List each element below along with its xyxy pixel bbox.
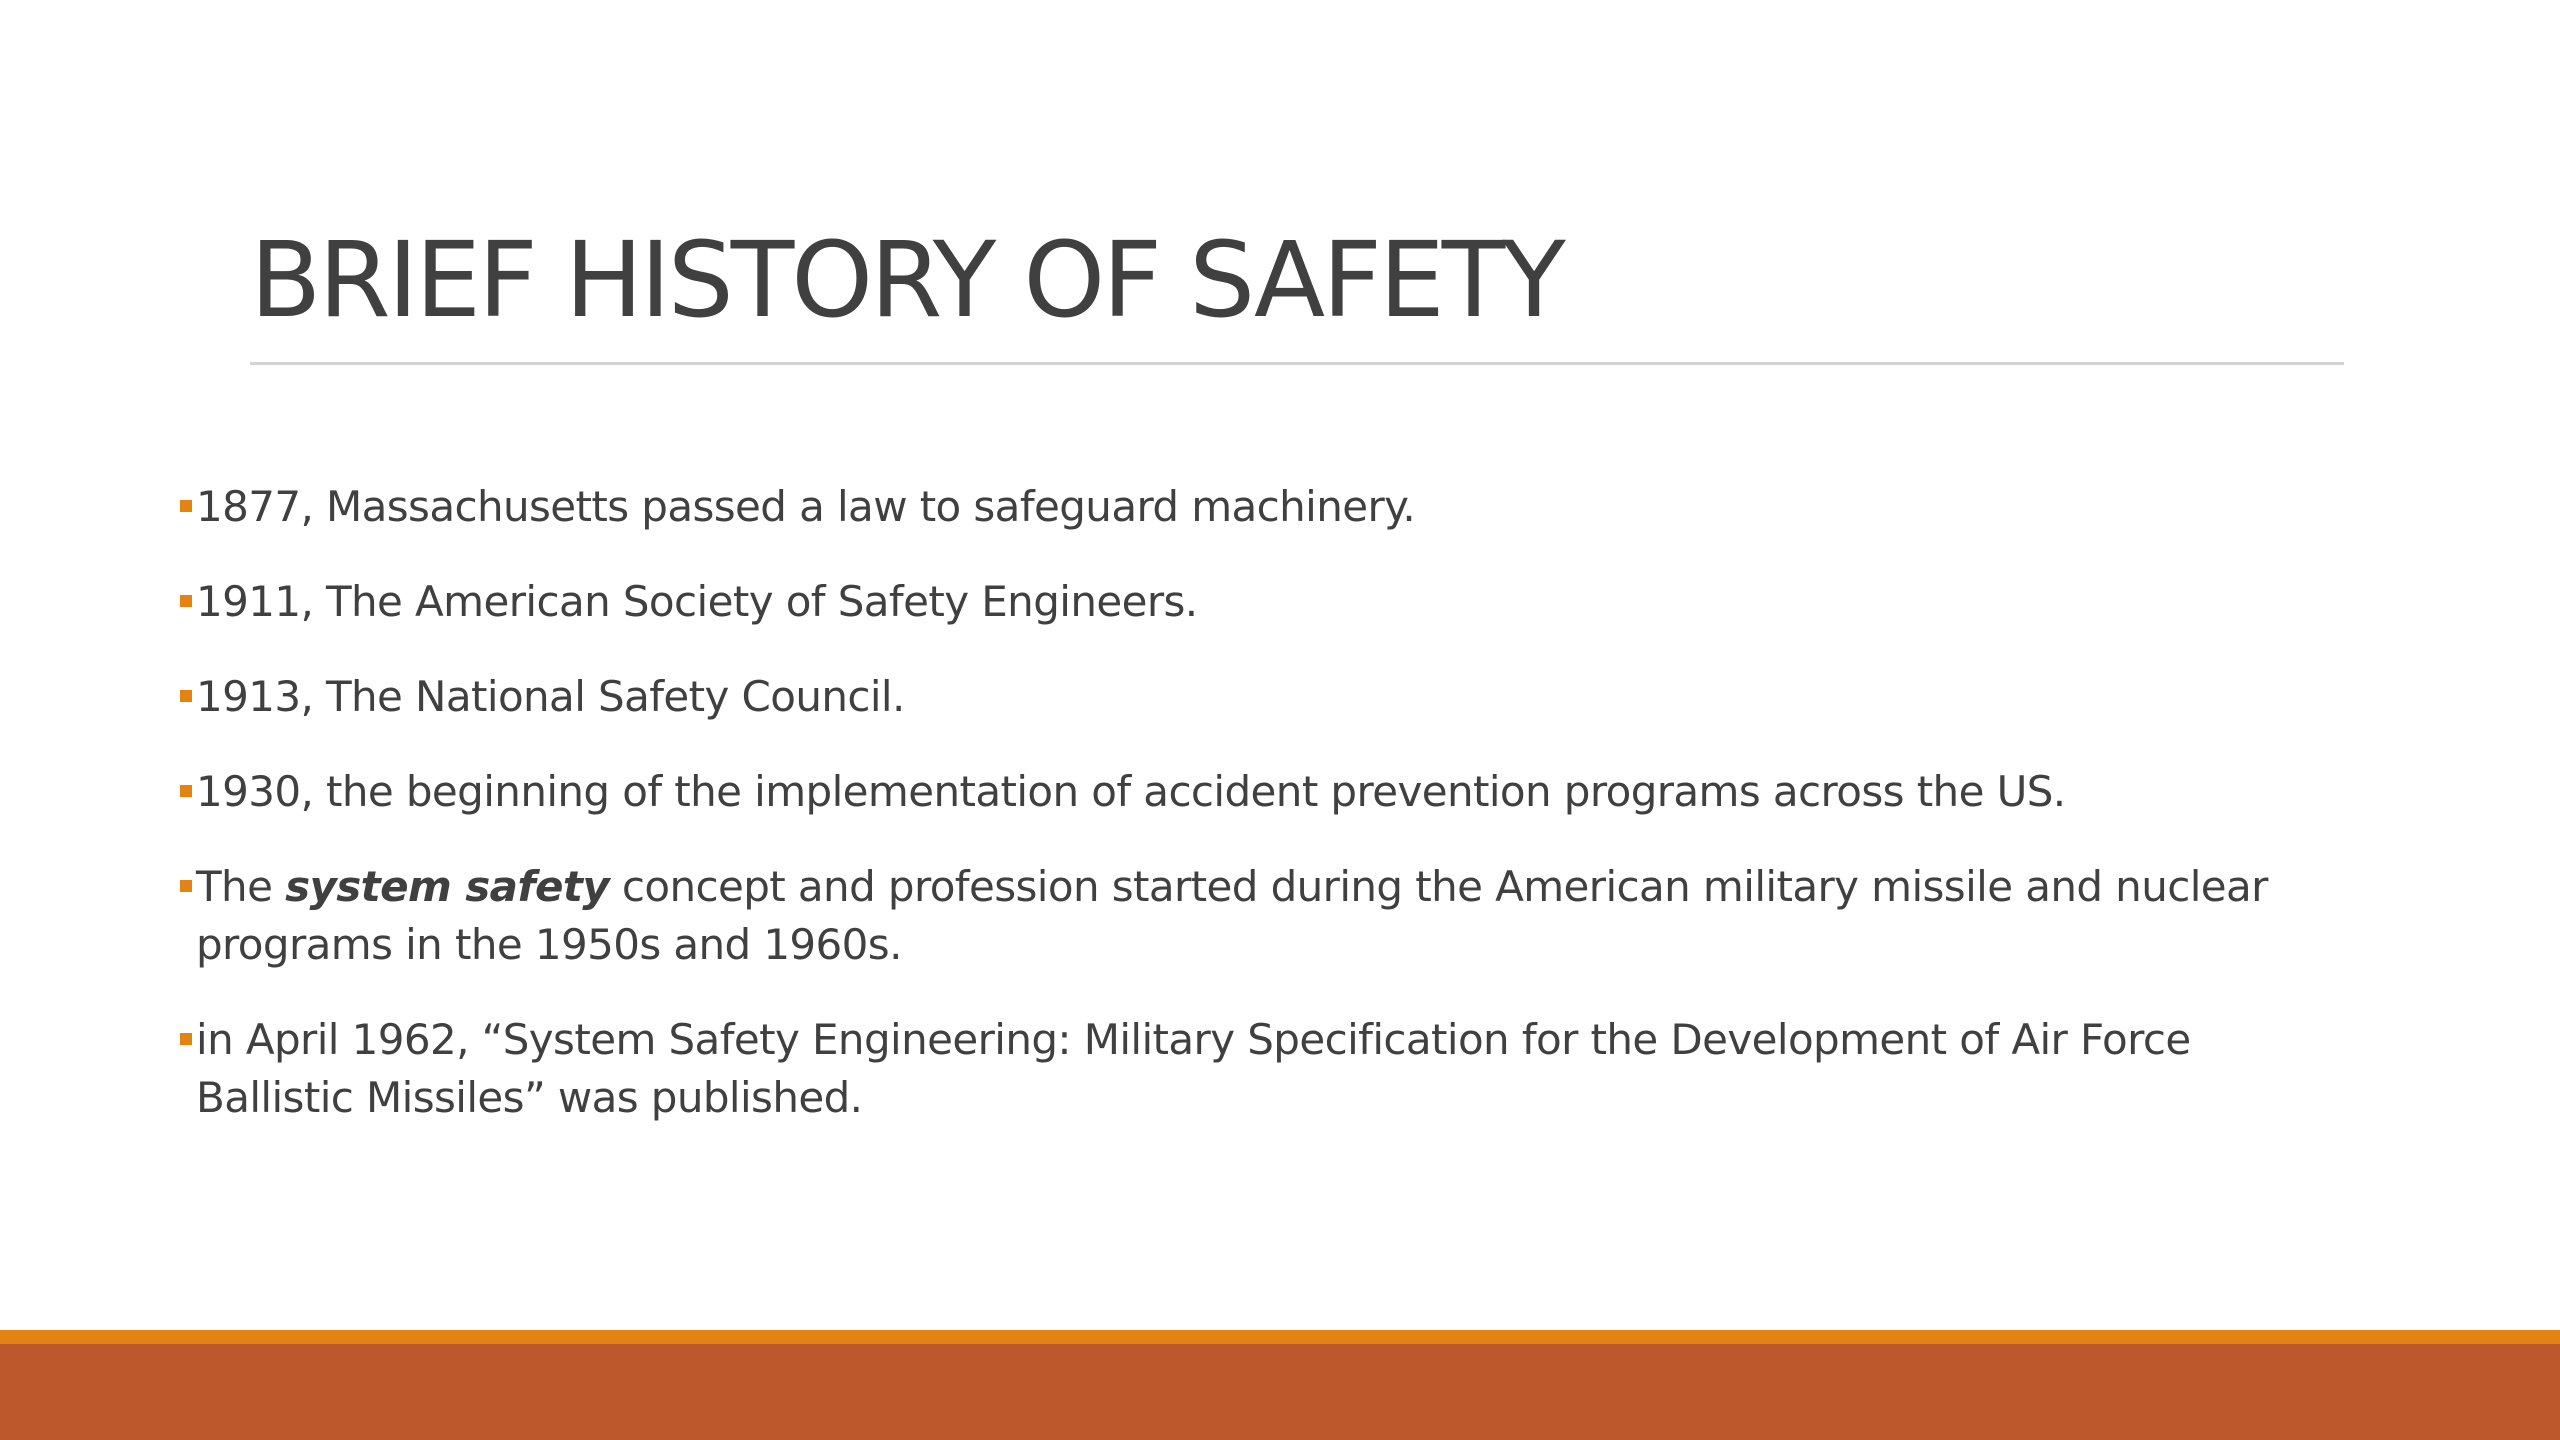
bullet-text: 1911, The American Society of Safety Engineers. [196, 577, 1198, 626]
bullet-text-before: The [196, 862, 286, 911]
bullet-item [178, 668, 2358, 726]
square-bullet-icon [180, 785, 192, 797]
bullet-item [178, 573, 2358, 631]
title-divider [250, 362, 2344, 365]
bullet-list [178, 478, 2358, 1164]
footer-accent-stripe [0, 1330, 2560, 1344]
square-bullet-icon [180, 880, 192, 892]
bullet-text: 1930, the beginning of the implementation of accident prevention programs across the US. [196, 767, 2066, 816]
bullet-item [178, 478, 2358, 536]
bullet-item [178, 858, 2358, 974]
bullet-text-after: concept and profession started during the American military missile and nuclear programs in the 1950s and 1960s. [196, 862, 2268, 969]
bullet-text: 1913, The National Safety Council. [196, 672, 905, 721]
square-bullet-icon [180, 595, 192, 607]
bullet-item [178, 763, 2358, 821]
square-bullet-icon [180, 690, 192, 702]
slide-title: BRIEF HISTORY OF SAFETY [250, 219, 1563, 341]
footer-bar [0, 1344, 2560, 1440]
bullet-text: in April 1962, “System Safety Engineering: Military Specification for the Development of Air Force Ballistic Missiles” was published. [196, 1015, 2191, 1122]
bullet-text: 1877, Massachusetts passed a law to safeguard machinery. [196, 482, 1416, 531]
bullet-item [178, 1011, 2358, 1127]
bullet-emphasis: system safety [285, 862, 610, 911]
square-bullet-icon [180, 500, 192, 512]
square-bullet-icon [180, 1033, 192, 1045]
